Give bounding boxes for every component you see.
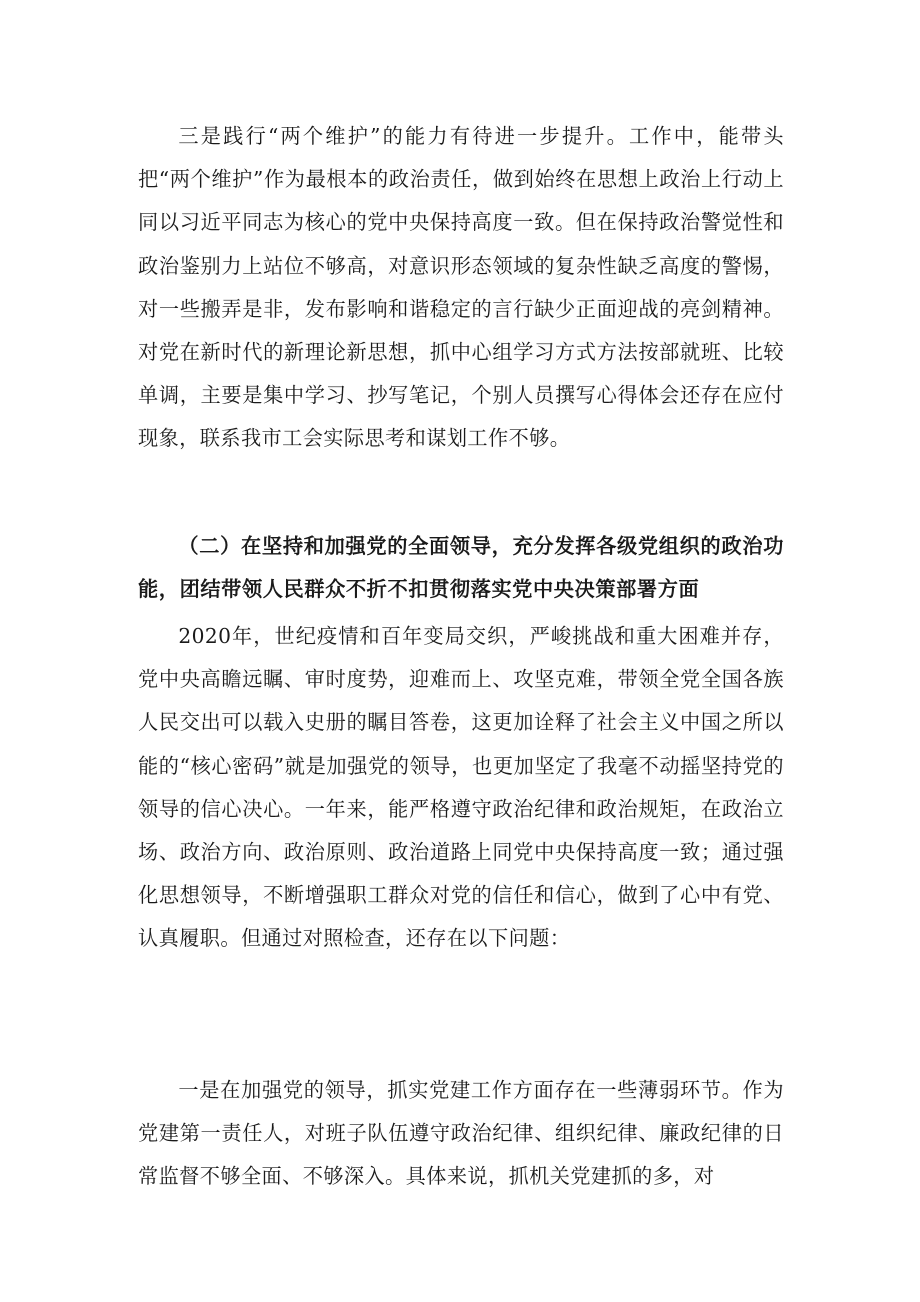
- paragraph-first-point: 一是在加强党的领导，抓实党建工作方面存在一些薄弱环节。作为党建第一责任人，对班子队伍遵守政治纪律、组织纪律、廉政纪律的日常监督不够全面、不够深入。具体来说，抓机关党建抓的多，对: [138, 1078, 784, 1189]
- paragraph-third-point: 三是践行“两个维护”的能力有待进一步提升。工作中，能带头把“两个维护”作为最根本的政治责任，做到始终在思想上政治上行动上同以习近平同志为核心的党中央保持高度一致。但在保持政治警觉性和政治鉴别力上站位不够高，对意识形态领域的复杂性缺乏高度的警惕，对一些搬弄是非，发布影响和谐稳定的言行缺少正面迎战的亮剑精神。对党在新时代的新理论新思想，抓中心组学习方式方法按部就班、比较单调，主要是集中学习、抄写笔记，个别人员撰写心得体会还存在应付现象，联系我市工会实际思考和谋划工作不够。: [138, 124, 784, 451]
- document-page: [138, 100, 784, 1218]
- paragraph-2020-overview: 2020年，世纪疫情和百年变局交织，严峻挑战和重大困难并存，党中央高瞻远瞩、审时度势，迎难而上、攻坚克难，带领全党全国各族人民交出可以载入史册的瞩目答卷，这更加诠释了社会主义中国之所以能的“核心密码”就是加强党的领导，也更加坚定了我毫不动摇坚持党的领导的信心决心。一年来，能严格遵守政治纪律和政治规矩，在政治立场、政治方向、政治原则、政治道路上同党中央保持高度一致；通过强化思想领导，不断增强职工群众对党的信任和信心，做到了心中有党、认真履职。但通过对照检查，还存在以下问题：: [138, 624, 784, 951]
- section-heading-2: （二）在坚持和加强党的全面领导，充分发挥各级党组织的政治功能，团结带领人民群众不折不扣贯彻落实党中央决策部署方面: [138, 534, 784, 602]
